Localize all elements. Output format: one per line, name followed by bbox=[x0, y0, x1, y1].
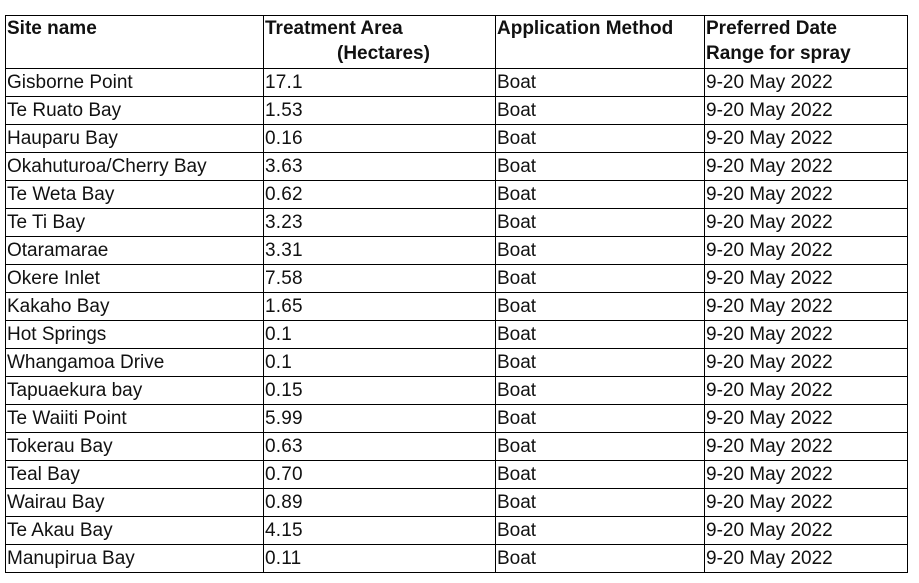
cell-treatment-area: 17.1 bbox=[264, 69, 496, 97]
cell-preferred-date: 9-20 May 2022 bbox=[705, 209, 908, 237]
cell-application-method: Boat bbox=[496, 125, 705, 153]
table-row bbox=[6, 69, 908, 97]
cell-site-name: Te Waiiti Point bbox=[6, 405, 264, 433]
cell-treatment-area: 0.62 bbox=[264, 181, 496, 209]
table-row bbox=[6, 125, 908, 153]
cell-site-name: Te Akau Bay bbox=[6, 517, 264, 545]
header-treatment-area-line2: (Hectares) bbox=[337, 43, 430, 64]
header-preferred-date bbox=[705, 16, 908, 69]
cell-site-name: Okahuturoa/Cherry Bay bbox=[6, 153, 264, 181]
cell-treatment-area: 0.15 bbox=[264, 377, 496, 405]
cell-application-method: Boat bbox=[496, 489, 705, 517]
table-row bbox=[6, 349, 908, 377]
cell-preferred-date: 9-20 May 2022 bbox=[705, 433, 908, 461]
header-site-name bbox=[6, 16, 264, 69]
table-row bbox=[6, 293, 908, 321]
cell-treatment-area: 7.58 bbox=[264, 265, 496, 293]
table-header bbox=[6, 16, 908, 69]
cell-site-name: Te Ruato Bay bbox=[6, 97, 264, 125]
cell-treatment-area: 0.63 bbox=[264, 433, 496, 461]
cell-application-method: Boat bbox=[496, 209, 705, 237]
header-row bbox=[6, 16, 908, 69]
spray-sites-table bbox=[5, 15, 908, 573]
table-row bbox=[6, 489, 908, 517]
header-application-method-text: Application Method bbox=[497, 18, 674, 39]
header-preferred-date-line1: Preferred Date bbox=[706, 18, 837, 39]
cell-treatment-area: 1.65 bbox=[264, 293, 496, 321]
cell-preferred-date: 9-20 May 2022 bbox=[705, 321, 908, 349]
cell-treatment-area: 5.99 bbox=[264, 405, 496, 433]
header-preferred-date-line2: Range for spray bbox=[706, 43, 851, 64]
cell-preferred-date: 9-20 May 2022 bbox=[705, 545, 908, 573]
header-treatment-area-line1: Treatment Area bbox=[265, 18, 403, 39]
cell-site-name: Kakaho Bay bbox=[6, 293, 264, 321]
cell-treatment-area: 3.31 bbox=[264, 237, 496, 265]
header-application-method bbox=[496, 16, 705, 69]
cell-application-method: Boat bbox=[496, 377, 705, 405]
cell-application-method: Boat bbox=[496, 181, 705, 209]
cell-application-method: Boat bbox=[496, 461, 705, 489]
cell-application-method: Boat bbox=[496, 545, 705, 573]
cell-application-method: Boat bbox=[496, 69, 705, 97]
cell-site-name: Okere Inlet bbox=[6, 265, 264, 293]
table-row bbox=[6, 545, 908, 573]
cell-site-name: Te Ti Bay bbox=[6, 209, 264, 237]
table-body bbox=[6, 69, 908, 573]
cell-treatment-area: 3.23 bbox=[264, 209, 496, 237]
cell-application-method: Boat bbox=[496, 321, 705, 349]
cell-site-name: Tapuaekura bay bbox=[6, 377, 264, 405]
cell-site-name: Gisborne Point bbox=[6, 69, 264, 97]
cell-treatment-area: 0.1 bbox=[264, 321, 496, 349]
cell-preferred-date: 9-20 May 2022 bbox=[705, 97, 908, 125]
cell-site-name: Tokerau Bay bbox=[6, 433, 264, 461]
cell-application-method: Boat bbox=[496, 97, 705, 125]
cell-treatment-area: 0.16 bbox=[264, 125, 496, 153]
cell-preferred-date: 9-20 May 2022 bbox=[705, 293, 908, 321]
cell-treatment-area: 0.89 bbox=[264, 489, 496, 517]
cell-preferred-date: 9-20 May 2022 bbox=[705, 517, 908, 545]
cell-application-method: Boat bbox=[496, 153, 705, 181]
cell-preferred-date: 9-20 May 2022 bbox=[705, 265, 908, 293]
cell-preferred-date: 9-20 May 2022 bbox=[705, 405, 908, 433]
cell-application-method: Boat bbox=[496, 265, 705, 293]
table-row bbox=[6, 97, 908, 125]
cell-application-method: Boat bbox=[496, 293, 705, 321]
table-row bbox=[6, 461, 908, 489]
cell-site-name: Wairau Bay bbox=[6, 489, 264, 517]
cell-preferred-date: 9-20 May 2022 bbox=[705, 489, 908, 517]
cell-application-method: Boat bbox=[496, 237, 705, 265]
cell-preferred-date: 9-20 May 2022 bbox=[705, 181, 908, 209]
cell-treatment-area: 0.70 bbox=[264, 461, 496, 489]
table-row bbox=[6, 181, 908, 209]
table-row bbox=[6, 377, 908, 405]
table-row bbox=[6, 433, 908, 461]
cell-preferred-date: 9-20 May 2022 bbox=[705, 69, 908, 97]
cell-preferred-date: 9-20 May 2022 bbox=[705, 461, 908, 489]
table-row bbox=[6, 405, 908, 433]
header-site-name-text: Site name bbox=[7, 18, 97, 39]
cell-treatment-area: 0.1 bbox=[264, 349, 496, 377]
table-row bbox=[6, 321, 908, 349]
cell-site-name: Whangamoa Drive bbox=[6, 349, 264, 377]
cell-preferred-date: 9-20 May 2022 bbox=[705, 377, 908, 405]
cell-application-method: Boat bbox=[496, 349, 705, 377]
header-treatment-area bbox=[264, 16, 496, 69]
cell-application-method: Boat bbox=[496, 517, 705, 545]
cell-treatment-area: 3.63 bbox=[264, 153, 496, 181]
cell-site-name: Otaramarae bbox=[6, 237, 264, 265]
cell-treatment-area: 0.11 bbox=[264, 545, 496, 573]
table-row bbox=[6, 237, 908, 265]
table-row bbox=[6, 153, 908, 181]
cell-preferred-date: 9-20 May 2022 bbox=[705, 125, 908, 153]
table-row bbox=[6, 209, 908, 237]
cell-site-name: Hauparu Bay bbox=[6, 125, 264, 153]
cell-preferred-date: 9-20 May 2022 bbox=[705, 349, 908, 377]
cell-site-name: Hot Springs bbox=[6, 321, 264, 349]
table-row bbox=[6, 265, 908, 293]
cell-application-method: Boat bbox=[496, 433, 705, 461]
cell-site-name: Manupirua Bay bbox=[6, 545, 264, 573]
cell-treatment-area: 4.15 bbox=[264, 517, 496, 545]
cell-treatment-area: 1.53 bbox=[264, 97, 496, 125]
cell-site-name: Teal Bay bbox=[6, 461, 264, 489]
table-row bbox=[6, 517, 908, 545]
cell-preferred-date: 9-20 May 2022 bbox=[705, 237, 908, 265]
cell-application-method: Boat bbox=[496, 405, 705, 433]
cell-site-name: Te Weta Bay bbox=[6, 181, 264, 209]
cell-preferred-date: 9-20 May 2022 bbox=[705, 153, 908, 181]
